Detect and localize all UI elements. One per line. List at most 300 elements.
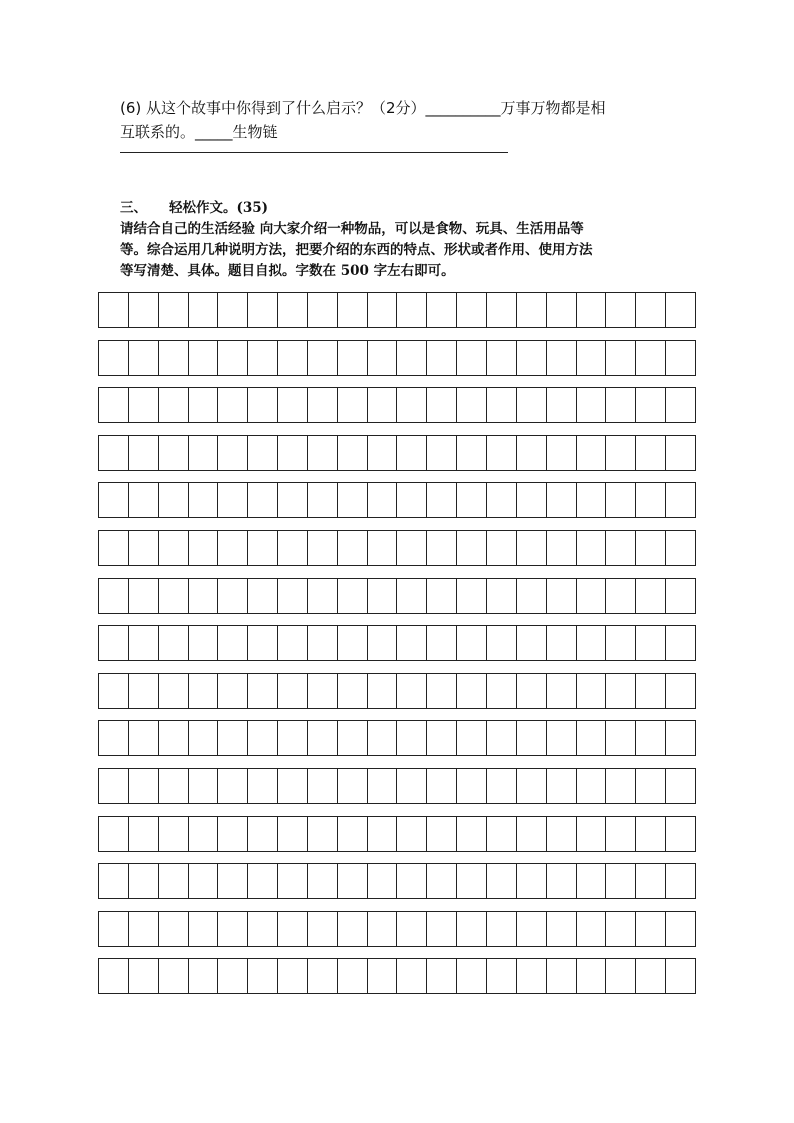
grid-cell[interactable] (159, 959, 189, 993)
grid-cell[interactable] (636, 341, 666, 375)
grid-cell[interactable] (218, 817, 248, 851)
grid-cell[interactable] (218, 626, 248, 660)
grid-cell[interactable] (338, 436, 368, 470)
grid-cell[interactable] (189, 531, 219, 565)
grid-cell[interactable] (517, 293, 547, 327)
grid-cell[interactable] (338, 721, 368, 755)
grid-cell[interactable] (99, 341, 129, 375)
grid-cell[interactable] (308, 864, 338, 898)
grid-cell[interactable] (99, 293, 129, 327)
grid-cell[interactable] (577, 483, 607, 517)
grid-cell[interactable] (129, 912, 159, 946)
grid-cell[interactable] (577, 674, 607, 708)
grid-cell[interactable] (487, 769, 517, 803)
grid-cell[interactable] (547, 436, 577, 470)
grid-cell[interactable] (427, 531, 457, 565)
grid-cell[interactable] (368, 769, 398, 803)
grid-cell[interactable] (397, 721, 427, 755)
grid-cell[interactable] (636, 769, 666, 803)
grid-cell[interactable] (278, 769, 308, 803)
grid-cell[interactable] (338, 817, 368, 851)
grid-cell[interactable] (636, 388, 666, 422)
grid-cell[interactable] (487, 531, 517, 565)
grid-cell[interactable] (189, 959, 219, 993)
grid-cell[interactable] (368, 674, 398, 708)
grid-cell[interactable] (248, 531, 278, 565)
grid-cell[interactable] (427, 817, 457, 851)
grid-cell[interactable] (159, 388, 189, 422)
grid-cell[interactable] (189, 436, 219, 470)
grid-cell[interactable] (218, 769, 248, 803)
grid-cell[interactable] (338, 293, 368, 327)
grid-cell[interactable] (129, 959, 159, 993)
grid-cell[interactable] (129, 436, 159, 470)
grid-cell[interactable] (547, 959, 577, 993)
grid-cell[interactable] (99, 579, 129, 613)
grid-cell[interactable] (577, 531, 607, 565)
grid-cell[interactable] (218, 721, 248, 755)
grid-cell[interactable] (666, 769, 696, 803)
grid-cell[interactable] (666, 817, 696, 851)
grid-cell[interactable] (397, 864, 427, 898)
grid-cell[interactable] (547, 483, 577, 517)
grid-cell[interactable] (218, 436, 248, 470)
grid-cell[interactable] (487, 483, 517, 517)
grid-cell[interactable] (308, 293, 338, 327)
grid-cell[interactable] (547, 626, 577, 660)
grid-cell[interactable] (457, 388, 487, 422)
grid-cell[interactable] (189, 912, 219, 946)
grid-cell[interactable] (427, 483, 457, 517)
grid-cell[interactable] (666, 721, 696, 755)
grid-cell[interactable] (248, 483, 278, 517)
grid-cell[interactable] (427, 959, 457, 993)
grid-cell[interactable] (397, 674, 427, 708)
grid-cell[interactable] (606, 388, 636, 422)
grid-cell[interactable] (189, 674, 219, 708)
grid-cell[interactable] (427, 341, 457, 375)
grid-cell[interactable] (606, 436, 636, 470)
grid-cell[interactable] (666, 864, 696, 898)
grid-cell[interactable] (189, 579, 219, 613)
grid-cell[interactable] (278, 959, 308, 993)
grid-cell[interactable] (248, 341, 278, 375)
grid-cell[interactable] (547, 579, 577, 613)
grid-cell[interactable] (368, 959, 398, 993)
grid-cell[interactable] (278, 436, 308, 470)
grid-cell[interactable] (397, 293, 427, 327)
grid-cell[interactable] (427, 721, 457, 755)
grid-cell[interactable] (397, 436, 427, 470)
grid-cell[interactable] (397, 341, 427, 375)
grid-cell[interactable] (606, 483, 636, 517)
grid-cell[interactable] (368, 436, 398, 470)
grid-cell[interactable] (397, 769, 427, 803)
grid-cell[interactable] (248, 579, 278, 613)
grid-cell[interactable] (457, 626, 487, 660)
grid-cell[interactable] (606, 674, 636, 708)
grid-cell[interactable] (338, 912, 368, 946)
grid-cell[interactable] (189, 817, 219, 851)
grid-cell[interactable] (368, 817, 398, 851)
grid-cell[interactable] (457, 721, 487, 755)
grid-cell[interactable] (547, 912, 577, 946)
grid-cell[interactable] (666, 436, 696, 470)
grid-cell[interactable] (636, 864, 666, 898)
grid-cell[interactable] (308, 626, 338, 660)
grid-cell[interactable] (338, 341, 368, 375)
grid-cell[interactable] (338, 626, 368, 660)
grid-cell[interactable] (338, 864, 368, 898)
grid-cell[interactable] (487, 864, 517, 898)
grid-cell[interactable] (397, 388, 427, 422)
grid-cell[interactable] (308, 912, 338, 946)
grid-cell[interactable] (278, 912, 308, 946)
grid-cell[interactable] (457, 436, 487, 470)
grid-cell[interactable] (517, 483, 547, 517)
grid-cell[interactable] (99, 388, 129, 422)
grid-cell[interactable] (457, 864, 487, 898)
grid-cell[interactable] (517, 864, 547, 898)
grid-cell[interactable] (577, 341, 607, 375)
grid-cell[interactable] (606, 579, 636, 613)
grid-cell[interactable] (487, 721, 517, 755)
grid-cell[interactable] (129, 864, 159, 898)
grid-cell[interactable] (517, 721, 547, 755)
grid-cell[interactable] (338, 483, 368, 517)
grid-cell[interactable] (248, 817, 278, 851)
grid-cell[interactable] (248, 721, 278, 755)
grid-cell[interactable] (427, 769, 457, 803)
grid-cell[interactable] (308, 817, 338, 851)
grid-cell[interactable] (487, 626, 517, 660)
grid-cell[interactable] (218, 483, 248, 517)
grid-cell[interactable] (308, 436, 338, 470)
grid-cell[interactable] (636, 721, 666, 755)
grid-cell[interactable] (218, 912, 248, 946)
grid-cell[interactable] (517, 912, 547, 946)
grid-cell[interactable] (487, 912, 517, 946)
grid-cell[interactable] (487, 341, 517, 375)
grid-cell[interactable] (218, 293, 248, 327)
grid-cell[interactable] (308, 388, 338, 422)
grid-cell[interactable] (606, 293, 636, 327)
grid-cell[interactable] (278, 674, 308, 708)
grid-cell[interactable] (129, 341, 159, 375)
grid-cell[interactable] (99, 531, 129, 565)
grid-cell[interactable] (547, 817, 577, 851)
grid-cell[interactable] (129, 721, 159, 755)
grid-cell[interactable] (547, 674, 577, 708)
grid-cell[interactable] (606, 341, 636, 375)
grid-cell[interactable] (159, 769, 189, 803)
grid-cell[interactable] (218, 341, 248, 375)
grid-cell[interactable] (636, 674, 666, 708)
grid-cell[interactable] (457, 579, 487, 613)
grid-cell[interactable] (517, 531, 547, 565)
grid-cell[interactable] (129, 483, 159, 517)
grid-cell[interactable] (99, 626, 129, 660)
grid-cell[interactable] (487, 959, 517, 993)
grid-cell[interactable] (368, 579, 398, 613)
grid-cell[interactable] (547, 721, 577, 755)
grid-cell[interactable] (577, 388, 607, 422)
grid-cell[interactable] (666, 483, 696, 517)
grid-cell[interactable] (547, 769, 577, 803)
grid-cell[interactable] (606, 864, 636, 898)
grid-cell[interactable] (218, 531, 248, 565)
grid-cell[interactable] (218, 959, 248, 993)
grid-cell[interactable] (487, 674, 517, 708)
grid-cell[interactable] (427, 626, 457, 660)
grid-cell[interactable] (189, 341, 219, 375)
grid-cell[interactable] (278, 579, 308, 613)
grid-cell[interactable] (278, 388, 308, 422)
grid-cell[interactable] (397, 912, 427, 946)
grid-cell[interactable] (636, 293, 666, 327)
grid-cell[interactable] (457, 341, 487, 375)
grid-cell[interactable] (129, 531, 159, 565)
grid-cell[interactable] (368, 721, 398, 755)
grid-cell[interactable] (159, 579, 189, 613)
grid-cell[interactable] (577, 769, 607, 803)
grid-cell[interactable] (666, 912, 696, 946)
grid-cell[interactable] (99, 912, 129, 946)
grid-cell[interactable] (99, 436, 129, 470)
grid-cell[interactable] (129, 293, 159, 327)
grid-cell[interactable] (666, 293, 696, 327)
grid-cell[interactable] (517, 388, 547, 422)
grid-cell[interactable] (159, 674, 189, 708)
grid-cell[interactable] (457, 674, 487, 708)
grid-cell[interactable] (218, 388, 248, 422)
grid-cell[interactable] (577, 959, 607, 993)
grid-cell[interactable] (487, 817, 517, 851)
grid-cell[interactable] (577, 626, 607, 660)
grid-cell[interactable] (278, 864, 308, 898)
grid-cell[interactable] (547, 531, 577, 565)
grid-cell[interactable] (547, 864, 577, 898)
grid-cell[interactable] (487, 293, 517, 327)
grid-cell[interactable] (99, 817, 129, 851)
grid-cell[interactable] (99, 864, 129, 898)
grid-cell[interactable] (666, 388, 696, 422)
grid-cell[interactable] (99, 721, 129, 755)
grid-cell[interactable] (606, 626, 636, 660)
grid-cell[interactable] (666, 959, 696, 993)
grid-cell[interactable] (248, 912, 278, 946)
grid-cell[interactable] (636, 531, 666, 565)
grid-cell[interactable] (278, 721, 308, 755)
grid-cell[interactable] (517, 959, 547, 993)
grid-cell[interactable] (457, 817, 487, 851)
grid-cell[interactable] (248, 959, 278, 993)
grid-cell[interactable] (248, 293, 278, 327)
grid-cell[interactable] (218, 864, 248, 898)
grid-cell[interactable] (606, 531, 636, 565)
grid-cell[interactable] (636, 817, 666, 851)
grid-cell[interactable] (368, 483, 398, 517)
grid-cell[interactable] (278, 483, 308, 517)
grid-cell[interactable] (427, 864, 457, 898)
grid-cell[interactable] (577, 912, 607, 946)
grid-cell[interactable] (368, 341, 398, 375)
grid-cell[interactable] (189, 721, 219, 755)
grid-cell[interactable] (577, 293, 607, 327)
grid-cell[interactable] (606, 817, 636, 851)
grid-cell[interactable] (338, 674, 368, 708)
grid-cell[interactable] (159, 817, 189, 851)
grid-cell[interactable] (397, 626, 427, 660)
grid-cell[interactable] (159, 721, 189, 755)
grid-cell[interactable] (338, 769, 368, 803)
grid-cell[interactable] (99, 674, 129, 708)
grid-cell[interactable] (368, 531, 398, 565)
grid-cell[interactable] (547, 388, 577, 422)
grid-cell[interactable] (457, 959, 487, 993)
grid-cell[interactable] (248, 626, 278, 660)
grid-cell[interactable] (397, 817, 427, 851)
grid-cell[interactable] (397, 579, 427, 613)
grid-cell[interactable] (308, 769, 338, 803)
grid-cell[interactable] (248, 769, 278, 803)
grid-cell[interactable] (517, 341, 547, 375)
grid-cell[interactable] (308, 483, 338, 517)
grid-cell[interactable] (189, 388, 219, 422)
grid-cell[interactable] (457, 293, 487, 327)
grid-cell[interactable] (189, 626, 219, 660)
grid-cell[interactable] (129, 817, 159, 851)
grid-cell[interactable] (159, 912, 189, 946)
grid-cell[interactable] (427, 579, 457, 613)
grid-cell[interactable] (427, 674, 457, 708)
grid-cell[interactable] (189, 293, 219, 327)
grid-cell[interactable] (636, 436, 666, 470)
grid-cell[interactable] (487, 388, 517, 422)
grid-cell[interactable] (577, 864, 607, 898)
grid-cell[interactable] (547, 341, 577, 375)
grid-cell[interactable] (159, 341, 189, 375)
grid-cell[interactable] (636, 959, 666, 993)
grid-cell[interactable] (159, 436, 189, 470)
grid-cell[interactable] (248, 388, 278, 422)
grid-cell[interactable] (666, 626, 696, 660)
grid-cell[interactable] (427, 388, 457, 422)
grid-cell[interactable] (129, 674, 159, 708)
grid-cell[interactable] (397, 531, 427, 565)
grid-cell[interactable] (636, 483, 666, 517)
grid-cell[interactable] (427, 912, 457, 946)
grid-cell[interactable] (487, 436, 517, 470)
grid-cell[interactable] (308, 531, 338, 565)
grid-cell[interactable] (397, 483, 427, 517)
grid-cell[interactable] (189, 769, 219, 803)
grid-cell[interactable] (457, 912, 487, 946)
grid-cell[interactable] (248, 674, 278, 708)
grid-cell[interactable] (517, 579, 547, 613)
grid-cell[interactable] (636, 579, 666, 613)
grid-cell[interactable] (99, 769, 129, 803)
grid-cell[interactable] (577, 436, 607, 470)
grid-cell[interactable] (397, 959, 427, 993)
grid-cell[interactable] (517, 769, 547, 803)
grid-cell[interactable] (368, 912, 398, 946)
grid-cell[interactable] (338, 388, 368, 422)
grid-cell[interactable] (636, 626, 666, 660)
grid-cell[interactable] (159, 293, 189, 327)
grid-cell[interactable] (189, 864, 219, 898)
grid-cell[interactable] (278, 293, 308, 327)
grid-cell[interactable] (577, 579, 607, 613)
grid-cell[interactable] (577, 817, 607, 851)
grid-cell[interactable] (457, 769, 487, 803)
grid-cell[interactable] (517, 674, 547, 708)
grid-cell[interactable] (129, 388, 159, 422)
grid-cell[interactable] (159, 626, 189, 660)
grid-cell[interactable] (606, 721, 636, 755)
grid-cell[interactable] (368, 293, 398, 327)
grid-cell[interactable] (308, 959, 338, 993)
grid-cell[interactable] (278, 341, 308, 375)
grid-cell[interactable] (99, 483, 129, 517)
grid-cell[interactable] (278, 531, 308, 565)
grid-cell[interactable] (278, 817, 308, 851)
grid-cell[interactable] (487, 579, 517, 613)
grid-cell[interactable] (99, 959, 129, 993)
grid-cell[interactable] (577, 721, 607, 755)
grid-cell[interactable] (427, 436, 457, 470)
grid-cell[interactable] (338, 579, 368, 613)
grid-cell[interactable] (666, 579, 696, 613)
grid-cell[interactable] (636, 912, 666, 946)
grid-cell[interactable] (517, 626, 547, 660)
grid-cell[interactable] (517, 436, 547, 470)
grid-cell[interactable] (159, 483, 189, 517)
grid-cell[interactable] (308, 341, 338, 375)
grid-cell[interactable] (666, 531, 696, 565)
grid-cell[interactable] (338, 959, 368, 993)
grid-cell[interactable] (368, 864, 398, 898)
grid-cell[interactable] (129, 579, 159, 613)
grid-cell[interactable] (606, 769, 636, 803)
grid-cell[interactable] (338, 531, 368, 565)
grid-cell[interactable] (308, 579, 338, 613)
grid-cell[interactable] (606, 959, 636, 993)
grid-cell[interactable] (427, 293, 457, 327)
grid-cell[interactable] (129, 626, 159, 660)
grid-cell[interactable] (129, 769, 159, 803)
grid-cell[interactable] (368, 626, 398, 660)
grid-cell[interactable] (218, 674, 248, 708)
grid-cell[interactable] (248, 864, 278, 898)
grid-cell[interactable] (517, 817, 547, 851)
grid-cell[interactable] (457, 531, 487, 565)
grid-cell[interactable] (248, 436, 278, 470)
grid-cell[interactable] (308, 674, 338, 708)
grid-cell[interactable] (308, 721, 338, 755)
grid-cell[interactable] (368, 388, 398, 422)
grid-cell[interactable] (278, 626, 308, 660)
grid-cell[interactable] (159, 531, 189, 565)
grid-cell[interactable] (547, 293, 577, 327)
grid-cell[interactable] (159, 864, 189, 898)
grid-cell[interactable] (218, 579, 248, 613)
grid-cell[interactable] (606, 912, 636, 946)
grid-cell[interactable] (666, 341, 696, 375)
grid-cell[interactable] (666, 674, 696, 708)
grid-cell[interactable] (457, 483, 487, 517)
grid-cell[interactable] (189, 483, 219, 517)
